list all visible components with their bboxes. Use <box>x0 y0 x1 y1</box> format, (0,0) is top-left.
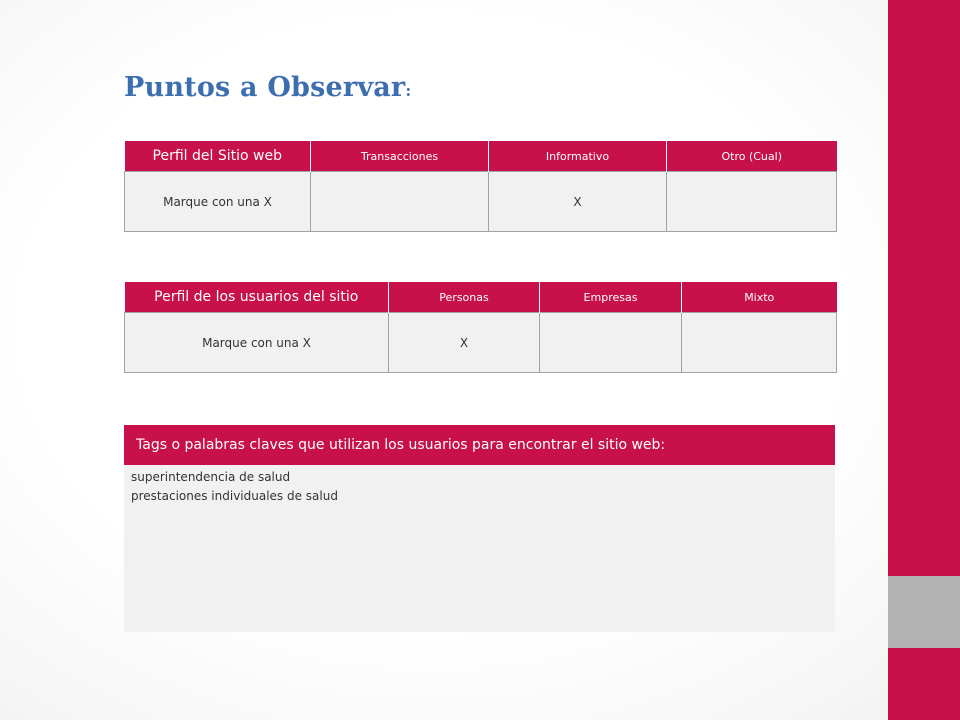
site-profile-row-label: Marque con una X <box>125 172 311 232</box>
tag-item: prestaciones individuales de salud <box>131 489 338 503</box>
site-profile-header-row <box>125 141 837 172</box>
cell-mixto[interactable] <box>682 313 837 373</box>
cell-transacciones[interactable] <box>311 172 489 232</box>
header-mixto: Mixto <box>682 282 837 313</box>
accent-bar-middle <box>888 576 960 648</box>
user-profile-table <box>124 282 837 373</box>
cell-informativo[interactable]: X <box>489 172 667 232</box>
header-otro: Otro (Cual) <box>667 141 837 172</box>
cell-empresas[interactable] <box>540 313 682 373</box>
site-profile-table <box>124 141 837 232</box>
cell-personas[interactable]: X <box>389 313 540 373</box>
cell-otro[interactable] <box>667 172 837 232</box>
right-accent-bar <box>888 0 960 720</box>
accent-bar-bottom <box>888 648 960 720</box>
slide-title <box>124 72 411 103</box>
tags-heading: Tags o palabras claves que utilizan los usuarios para encontrar el sitio web: <box>124 425 835 465</box>
tags-panel <box>124 425 835 632</box>
slide-title-text: Puntos a Observar <box>124 72 406 103</box>
header-transacciones: Transacciones <box>311 141 489 172</box>
user-profile-header-row <box>125 282 837 313</box>
user-profile-row <box>125 313 837 373</box>
slide-title-colon: : <box>405 81 412 100</box>
site-profile-header: Perfil del Sitio web <box>125 141 311 172</box>
accent-bar-top <box>888 0 960 576</box>
user-profile-header: Perfil de los usuarios del sitio <box>125 282 389 313</box>
tags-list[interactable] <box>124 465 835 506</box>
tag-item: superintendencia de salud <box>131 470 291 484</box>
site-profile-row <box>125 172 837 232</box>
header-informativo: Informativo <box>489 141 667 172</box>
header-empresas: Empresas <box>540 282 682 313</box>
user-profile-row-label: Marque con una X <box>125 313 389 373</box>
header-personas: Personas <box>389 282 540 313</box>
